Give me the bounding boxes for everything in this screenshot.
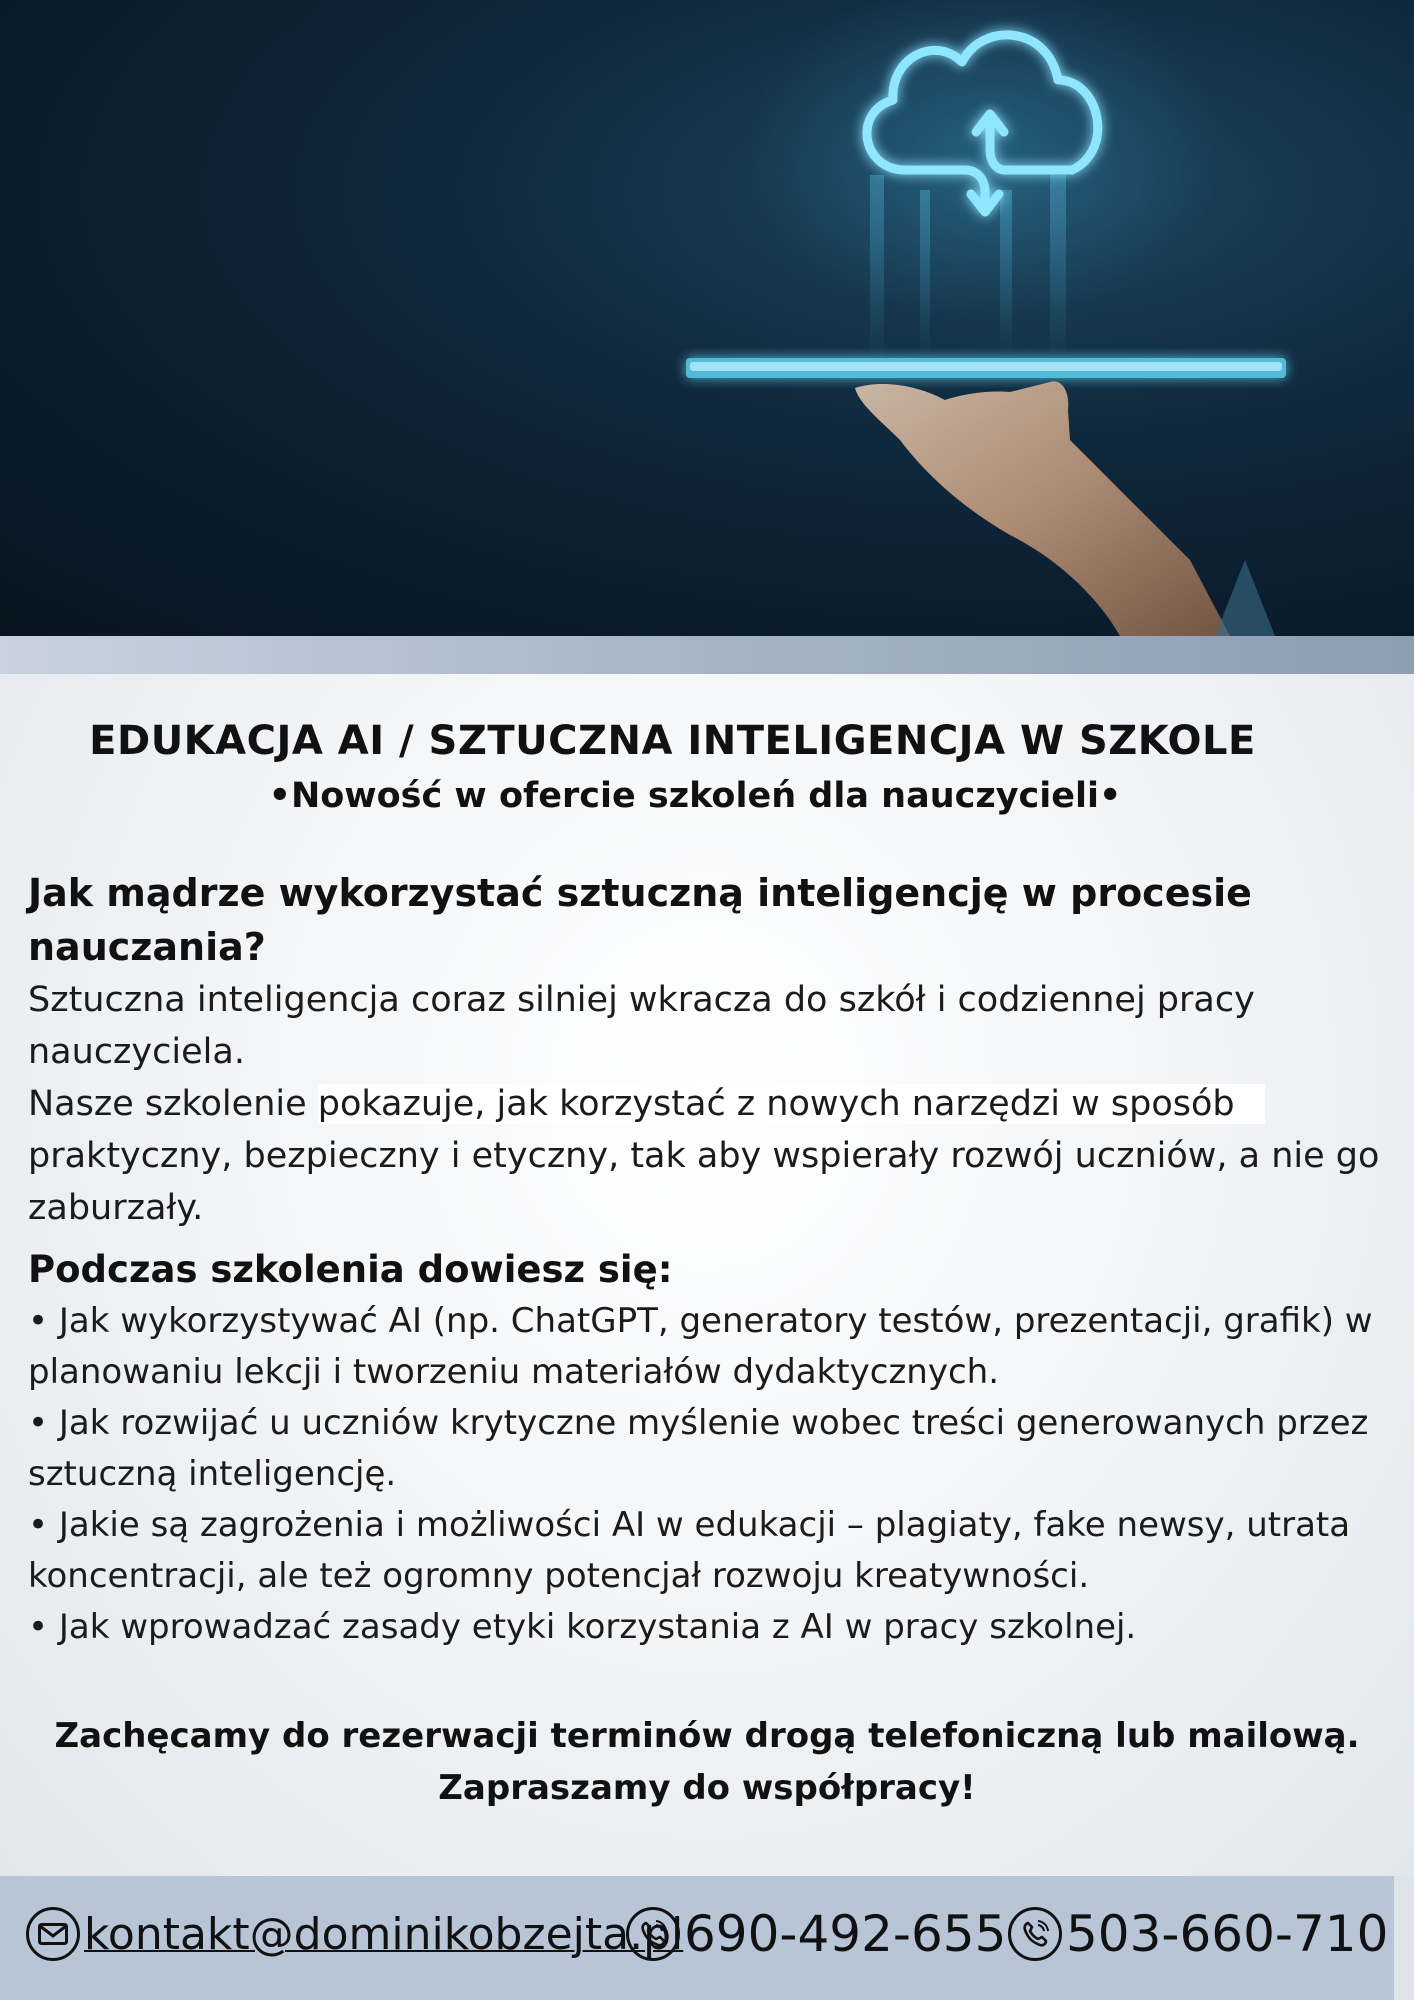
cta-line-2: Zapraszamy do współpracy!	[438, 1768, 976, 1808]
page-subtitle: •Nowość w ofercie szkoleń dla nauczycieli•	[268, 776, 1122, 816]
list-item: • Jak rozwijać u uczniów krytyczne myślenie wobec treści generowanych przez sztuczną inteligencję.	[28, 1403, 1369, 1494]
list-item: • Jak wprowadzać zasady etyki korzystania z AI w pracy szkolnej.	[28, 1607, 1137, 1647]
list-item: • Jak wykorzystywać AI (np. ChatGPT, generatory testów, prezentacji, grafik) w planowaniu lekcji i tworzeniu materiałów dydaktycznych.	[28, 1301, 1373, 1392]
phone-contact-1[interactable]	[626, 1898, 1006, 1970]
list-item: • Jakie są zagrożenia i możliwości AI w edukacji – plagiaty, fake newsy, utrata koncentracji, ale też ogromny potencjał rozwoju kreatywności.	[28, 1505, 1351, 1596]
call-to-action	[0, 1710, 1414, 1814]
envelope-icon	[26, 1907, 80, 1961]
cta-line-1: Zachęcamy do rezerwacji terminów drogą telefoniczną lub mailową.	[54, 1716, 1360, 1756]
intro-paragraph-2-highlight: pokazuje, jak korzystać z nowych narzędzi w sposób	[318, 1084, 1265, 1124]
learn-list	[28, 1296, 1398, 1653]
phone-contact-2[interactable]	[1008, 1898, 1388, 1970]
phone-number-1[interactable]: 690-492-655	[684, 1905, 1007, 1963]
email-link[interactable]: kontakt@dominikobzejta.pl	[84, 1908, 684, 1960]
intro-paragraph-2-end: praktyczny, bezpieczny i etyczny, tak aby wspierały rozwój uczniów, a nie go zaburzały.	[28, 1136, 1380, 1228]
hero-image	[0, 0, 1414, 636]
phone-number-2[interactable]: 503-660-710	[1066, 1905, 1389, 1963]
page-title: EDUKACJA AI / SZTUCZNA INTELIGENCJA W SZKOLE	[89, 718, 1256, 764]
intro-paragraph-2-start: Nasze szkolenie	[28, 1084, 318, 1124]
phone-icon	[1008, 1907, 1062, 1961]
phone-icon	[626, 1907, 680, 1961]
learn-heading: Podczas szkolenia dowiesz się:	[28, 1248, 673, 1291]
intro-heading: Jak mądrze wykorzystać sztuczną inteligencję w procesie nauczania?	[28, 871, 1252, 969]
email-contact[interactable]	[26, 1898, 683, 1970]
intro-paragraph-2	[28, 1078, 1388, 1234]
hero-divider-band	[0, 636, 1414, 674]
cloud-tablet-illustration	[0, 0, 1414, 636]
intro-paragraph-1: Sztuczna inteligencja coraz silniej wkracza do szkół i codziennej pracy nauczyciela.	[28, 980, 1255, 1072]
